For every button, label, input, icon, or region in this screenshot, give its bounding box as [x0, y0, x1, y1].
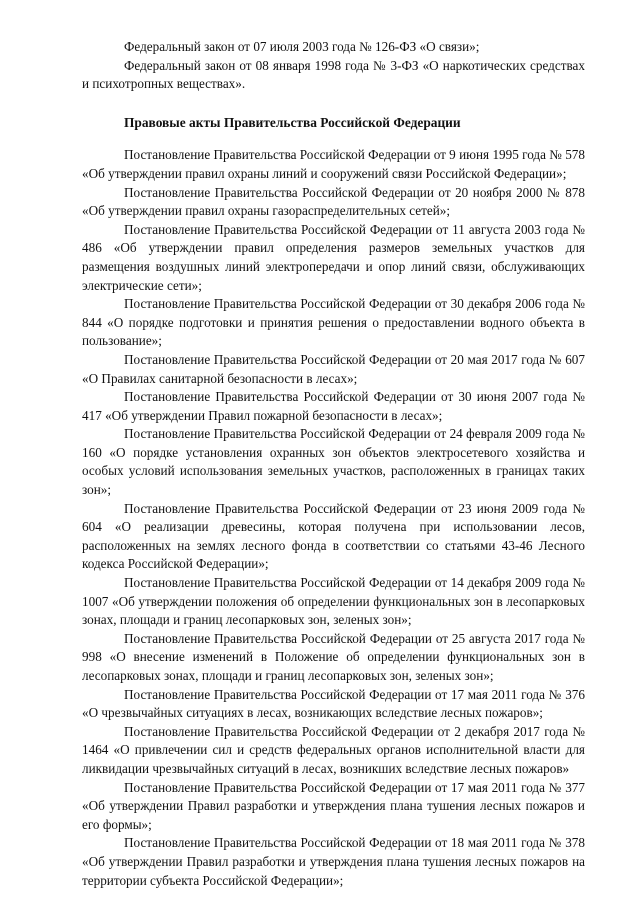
act-160: Постановление Правительства Российской Федерации от 24 февраля 2009 года № 160 «О порядке установления охранных зон объектов электросетевого хозяйства и особых условий использования земельных участков, расположенных в границах таких зон»; [82, 426, 585, 498]
act-844: Постановление Правительства Российской Федерации от 30 декабря 2006 года № 844 «О порядке подготовки и принятия решения о предоставлении водного объекта в пользование»; [82, 296, 585, 349]
act-878: Постановление Правительства Российской Федерации от 20 ноября 2000 № 878 «Об утверждении правил охраны газораспределительных сетей»; [82, 184, 585, 219]
act-604: Постановление Правительства Российской Федерации от 23 июня 2009 года № 604 «О реализации древесины, которая получена при использовании лесов, расположенных на землях лесного фонда в соответствии со статьями 43-46 Лесного кодекса Российской Федерации»; [82, 500, 585, 572]
act-377: Постановление Правительства Российской Федерации от 17 мая 2011 года № 377 «Об утверждении Правил разработки и утверждения плана тушения лесных пожаров и его формы»; [82, 779, 585, 832]
act-417: Постановление Правительства Российской Федерации от 30 июня 2007 года № 417 «Об утверждении Правил пожарной безопасности в лесах»; [82, 389, 585, 423]
law-126-fz: Федеральный закон от 07 июля 2003 года № 126-ФЗ «О связи»; [124, 39, 480, 54]
act-486: Постановление Правительства Российской Федерации от 11 августа 2003 года № 486 «Об утверждении правил определения размеров земельных участков для размещения воздушных линий электропередачи и опор линий связи, обслуживающих электрические сети»; [82, 221, 585, 293]
act-607: Постановление Правительства Российской Федерации от 20 мая 2017 года № 607 «О Правилах санитарной безопасности в лесах»; [82, 351, 585, 386]
act-1007: Постановление Правительства Российской Федерации от 14 декабря 2009 года № 1007 «Об утверждении положения об определении функциональных зон в лесопарковых зонах, площади и границ лесопарковых зон, зеленых зон»; [82, 575, 585, 628]
act-578: Постановление Правительства Российской Федерации от 9 июня 1995 года № 578 «Об утверждении правил охраны линий и сооружений связи Российской Федерации»; [82, 147, 585, 181]
act-378: Постановление Правительства Российской Федерации от 18 мая 2011 года № 378 «Об утверждении Правил разработки и утверждения плана тушения лесных пожаров на территории субъекта Российской Федерации»; [82, 835, 585, 888]
law-3-fz: Федеральный закон от 08 января 1998 года № 3-ФЗ «О наркотических средствах и психотропных веществах». [82, 57, 585, 92]
act-1464: Постановление Правительства Российской Федерации от 2 декабря 2017 года № 1464 «О привлечении сил и средств федеральных органов исполнительной власти для ликвидации чрезвычайных ситуаций в лесах, возникших вследствие лесных пожаров» [82, 723, 585, 776]
act-998: Постановление Правительства Российской Федерации от 25 августа 2017 года № 998 «О внесение изменений в Положение об определении функциональных зон в лесопарковых зонах, площади и границ лесопарковых зон, зеленых зон»; [82, 630, 585, 683]
act-376: Постановление Правительства Российской Федерации от 17 мая 2011 года № 376 «О чрезвычайных ситуациях в лесах, возникающих вследствие лесных пожаров»; [82, 686, 585, 721]
section-heading: Правовые акты Правительства Российской Федерации [124, 114, 461, 130]
document-body [82, 38, 585, 890]
